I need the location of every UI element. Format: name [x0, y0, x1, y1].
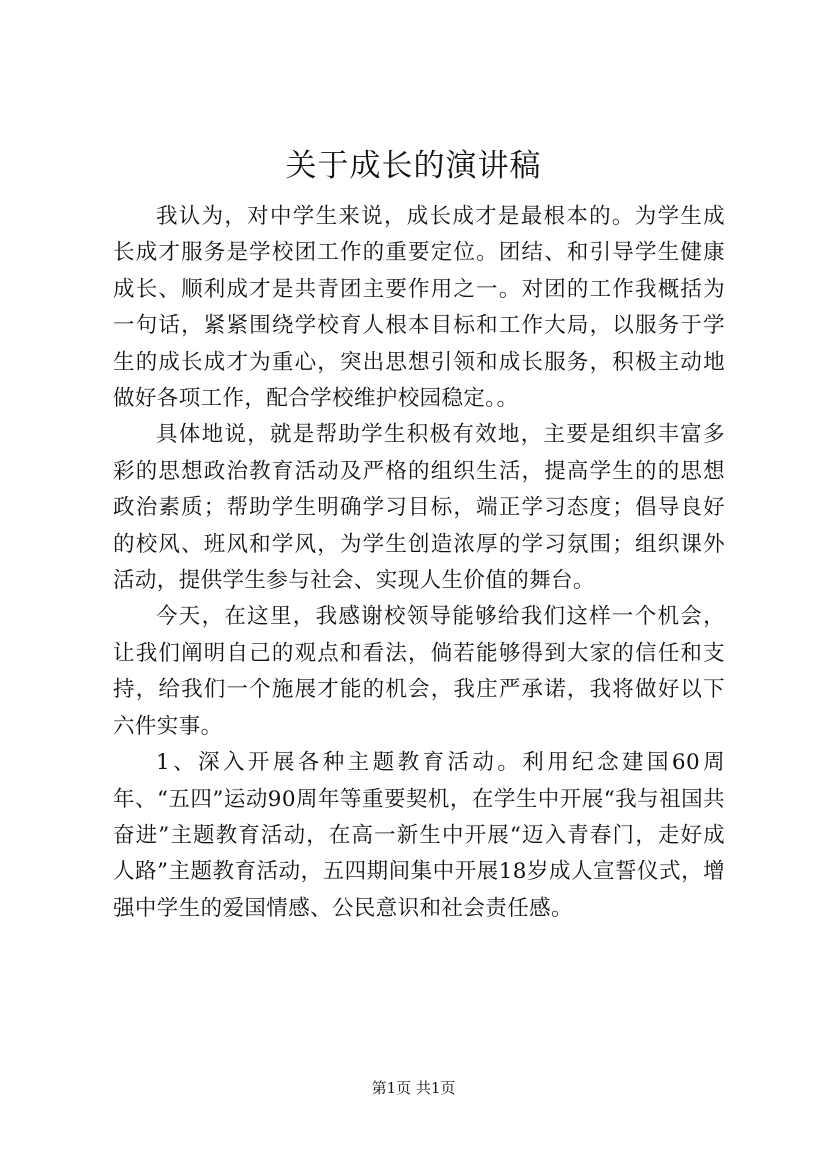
paragraph-1: 我认为，对中学生来说，成长成才是最根本的。为学生成长成才服务是学校团工作的重要定位。团结、和引导学生健康成长、顺利成才是共青团主要作用之一。对团的工作我概括为一句话，紧紧围绕学校育人根本目标和工作大局，以服务于学生的成长成才为重心，突出思想引领和成长服务，积极主动地做好各项工作，配合学校维护校园稳定。。: [113, 204, 725, 412]
paragraph-2: 具体地说，就是帮助学生积极有效地，主要是组织丰富多彩的思想政治教育活动及严格的组织生活，提高学生的的思想政治素质；帮助学生明确学习目标，端正学习态度；倡导良好的校风、班风和学风，为学生创造浓厚的学习氛围；组织课外活动，提供学生参与社会、实现人生价值的舞台。: [113, 422, 725, 594]
paragraph-4: 1、深入开展各种主题教育活动。利用纪念建国60周年、“五四”运动90周年等重要契机，在学生中开展“我与祖国共奋进”主题教育活动，在高一新生中开展“迈入青春门，走好成人路”主题教育活动，五四期间集中开展18岁成人宣誓仪式，增强中学生的爱国情感、公民意识和社会责任感。: [113, 750, 725, 921]
paragraph-3: 今天，在这里，我感谢校领导能够给我们这样一个机会，让我们阐明自己的观点和看法，倘若能够得到大家的信任和支持，给我们一个施展才能的机会，我庄严承诺，我将做好以下六件实事。: [113, 604, 725, 739]
document-body: [113, 199, 725, 927]
document-title: 关于成长的演讲稿: [285, 148, 542, 184]
page-footer: 第1页 共1页: [371, 1079, 456, 1097]
